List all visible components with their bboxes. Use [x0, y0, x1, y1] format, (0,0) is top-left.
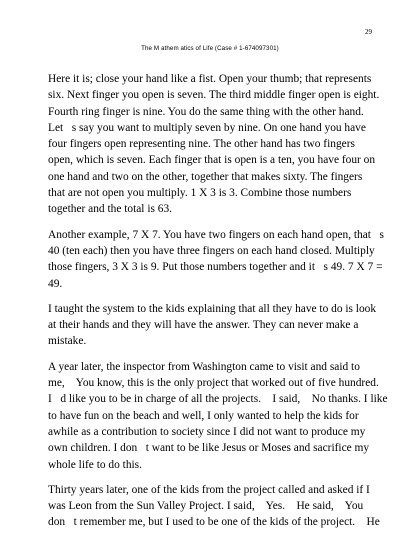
text-line: mistake. [48, 335, 87, 348]
text-line: awhile as a contribution to society since I did not want to produce my [48, 425, 366, 438]
running-header: The M athem atics of Life (Case # 1-674097301) [141, 45, 279, 52]
text-line: four fingers open representing nine. The other hand has two fingers [48, 138, 355, 151]
paragraph-inspector-visit [48, 359, 388, 473]
paragraph-taught-kids [48, 301, 382, 350]
text-line: Fourth ring finger is nine. You do the same thing with the other hand. [48, 105, 364, 118]
text-line: whole life to do this. [48, 458, 142, 471]
text-line: open, which is seven. Each finger that is open is a ten, you have four on [48, 154, 376, 167]
text-line: that are not open you multiply. 1 X 3 is 3. Combine those numbers [48, 187, 352, 200]
page-number: 29 [365, 28, 372, 36]
text-line: A year later, the inspector from Washington came to visit and said to [48, 360, 360, 373]
text-line: Here it is; close your hand like a fist. Open your thumb; that represents [48, 73, 372, 85]
text-line: Another example, 7 X 7. You have two fingers on each hand open, that s [48, 228, 384, 241]
paragraph-another-example [48, 227, 382, 292]
text-line: me, You know, this is the only project that worked out of five hundred. [48, 377, 379, 390]
text-line: Thirty years later, one of the kids from the project called and asked if I [48, 483, 370, 496]
text-line: Let s say you want to multiply seven by nine. On one hand you have [48, 121, 366, 134]
text-line: I d like you to be in charge of all the projects. I said, No thanks. I like [48, 393, 388, 406]
paragraph-finger-method [48, 71, 382, 218]
text-line: own children. I don t want to be like Jesus or Moses and sacrifice my [48, 442, 370, 455]
text-line: 49. [48, 277, 63, 290]
text-line: at their hands and they will have the answer. They can never make a [48, 319, 359, 332]
text-line: one hand and two on the other, together that makes sixty. The fingers [48, 170, 363, 183]
text-line: 40 (ten each) then you have three fingers on each hand closed. Multiply [48, 244, 375, 257]
body-text [48, 71, 388, 540]
text-line: was Leon from the Sun Valley Project. I said, Yes. He said, You [48, 500, 364, 513]
text-line: together and the total is 63. [48, 203, 173, 216]
text-line: those fingers, 3 X 3 is 9. Put those numbers together and it s 49. 7 X 7 = [48, 261, 383, 274]
text-line: I taught the system to the kids explaining that all they have to do is look [48, 302, 377, 315]
text-line: six. Next finger you open is seven. The third middle finger open is eight. [48, 89, 380, 102]
text-line: don t remember me, but I used to be one of the kids of the project. He [48, 516, 380, 529]
paragraph-thirty-years-later [48, 482, 382, 531]
text-line: to have fun on the beach and well, I only wanted to help the kids for [48, 409, 359, 422]
